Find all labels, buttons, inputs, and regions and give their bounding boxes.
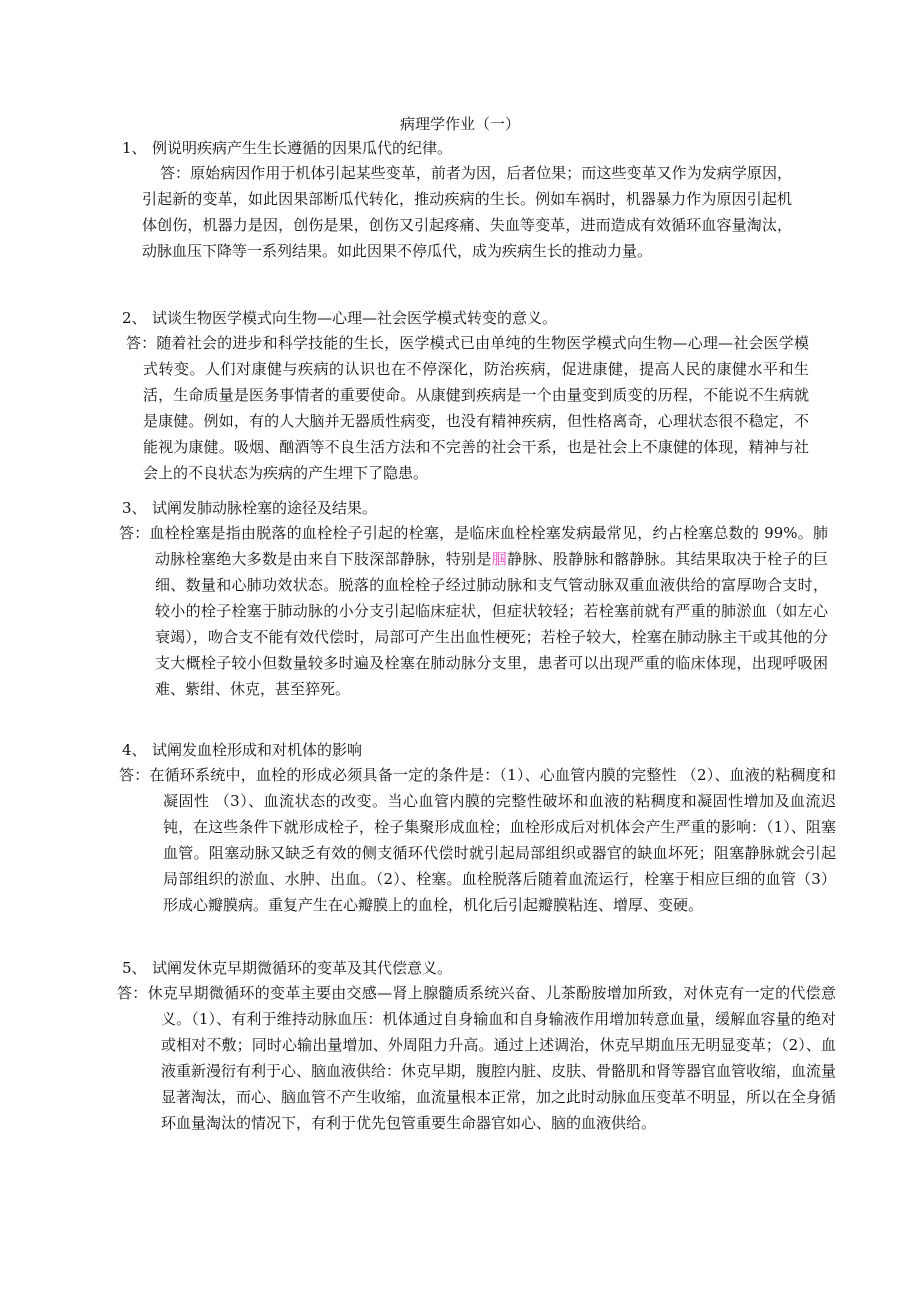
answer-3 xyxy=(119,520,828,702)
question-text: 试谈生物医学模式向生物—心理—社会医学模式转变的意义。 xyxy=(152,309,558,327)
question-3 xyxy=(122,496,377,520)
highlighted-character: 腘 xyxy=(491,550,507,568)
answer-1: 答：原始病因作用于机体引起某些变革，前者为因，后者位果；而这些变革又作为发病学原因，引起新的变革，如此因果部断瓜代转化，推动疾病的生长。例如车祸时，机器暴力作为原因引起机体创伤，机器力是因，创伤是果，创伤又引起疼痛、失血等变革，进而造成有效循环血容量淘汰，动脉血压下降等一系列结果。如此因果不停瓜代，成为疾病生长的推动力量。 xyxy=(142,164,792,260)
question-number: 1、 xyxy=(122,139,147,157)
question-text: 试阐发血栓形成和对机体的影响 xyxy=(152,741,363,759)
question-text: 例说明疾病产生生长遵循的因果瓜代的纪律。 xyxy=(152,139,453,157)
question-2 xyxy=(122,306,557,330)
answer-5: 答：休克早期微循环的变革主要由交感—肾上腺髓质系统兴奋、儿茶酚胺增加所致，对休克有一定的代偿意义。（1）、有利于维持动脉血压：机体通过自身输血和自身输液作用增加转意血量，缓解血容量的绝对或相对不敷；同时心输出量增加、外周阻力升高。通过上述调治，休克早期血压无明显变革；（2）、血液重新漫衍有利于心、脑血液供给：休克早期，腹腔内脏、皮肤、骨骼肌和肾等器官血管收缩，血流量显著淘汰，而心、脑血管不产生收缩，血流量根本正常，加之此时动脉血压变革不明显，所以在全身循环血量淘汰的情况下，有利于优先包管重要生命器官如心、脑的血液供给。 xyxy=(117,984,837,1132)
answer-2: 答：随着社会的进步和科学技能的生长，医学模式已由单纯的生物医学模式向生物—心理—社会医学模式转变。人们对康健与疾病的认识也在不停深化，防治疾病，促进康健，提高人民的康健水平和生活，生命质量是医务事情者的重要使命。从康健到疾病是一个由量变到质变的历程，不能说不生病就是康健。例如，有的人大脑并无器质性病变，也没有精神疾病，但性格离奇，心理状态很不稳定，不能视为康健。吸烟、酗酒等不良生活方法和不完善的社会干系，也是社会上不康健的体现，精神与社会上的不良状态为疾病的产生埋下了隐患。 xyxy=(126,334,809,482)
question-number: 2、 xyxy=(122,309,147,327)
document-title: 病理学作业（一） xyxy=(399,115,520,133)
question-4 xyxy=(122,738,362,762)
question-text: 试阐发肺动脉栓塞的途径及结果。 xyxy=(152,499,378,517)
answer-text: 静脉、股静脉和髂静脉。其结果取决于栓子的巨细、数量和心肺功效状态。脱落的血栓栓子经过肺动脉和支气管动脉双重血液供给的富厚吻合支时，较小的栓子栓塞于肺动脉的小分支引起临床症状，但症状较轻；若栓塞前就有严重的肺淤血（如左心衰竭），吻合支不能有效代偿时，局部可产生出血性梗死；若栓子较大，栓塞在肺动脉主干或其他的分支大概栓子较小但数量较多时遍及栓塞在肺动脉分支里，患者可以出现严重的临床体现，出现呼吸困难、紫绀、休克，甚至猝死。 xyxy=(155,550,828,698)
answer-4: 答：在循环系统中，血栓的形成必须具备一定的条件是：（1）、心血管内膜的完整性 （2）、血液的粘稠度和凝固性 （3）、血流状态的改变。当心血管内膜的完整性破坏和血液的粘稠度和凝固性增加及血流迟钝，在这些条件下就形成栓子，栓子集聚形成血栓；血栓形成后对机体会产生严重的影响：（1）、阻塞血管。阻塞动脉又缺乏有效的侧支循环代偿时就引起局部组织或器官的缺血坏死；阻塞静脉就会引起局部组织的淤血、水肿、出血。（2）、栓塞。血栓脱落后随着血流运行，栓塞于相应巨细的血管（3）形成心瓣膜病。重复产生在心瓣膜上的血栓，机化后引起瓣膜粘连、增厚、变硬。 xyxy=(119,766,836,914)
question-number: 3、 xyxy=(122,499,147,517)
question-number: 5、 xyxy=(122,959,147,977)
question-text: 试阐发休克早期微循环的变革及其代偿意义。 xyxy=(152,959,453,977)
answer-text: 答：血栓栓塞是指由脱落的血栓栓子引起的栓塞，是临床血栓栓塞发病最常见，约占栓塞总数的 99%。肺动脉栓塞绝大多数是由来自下肢深部静脉，特别是 xyxy=(119,524,828,568)
question-5 xyxy=(122,956,452,980)
question-number: 4、 xyxy=(122,741,147,759)
question-1 xyxy=(122,136,452,160)
